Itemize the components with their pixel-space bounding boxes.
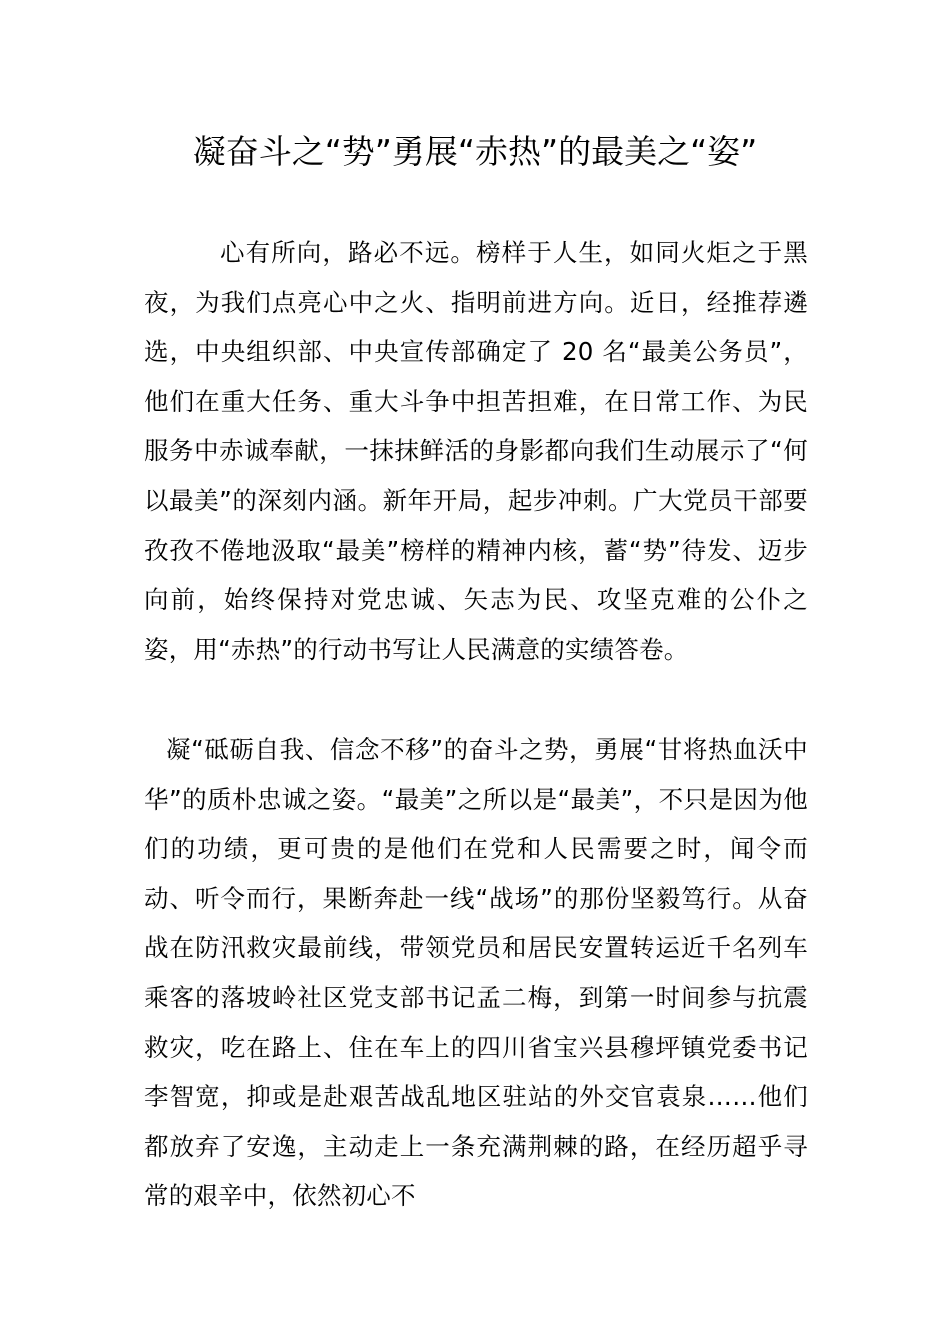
document-title: 凝奋斗之“势”勇展“赤热”的最美之“姿” [192, 132, 758, 171]
paragraph-1: 心有所向，路必不远。榜样于人生，如同火炬之于黑夜，为我们点亮心中之火、指明前进方向。近日，经推荐遴选，中央组织部、中央宣传部确定了 20 名“最美公务员”，他们在重大任务、重大斗争中担苦担难，在日常工作、为民服务中赤诚奉献，一抹抹鲜活的身影都向我们生动展示了“何以最美”的深刻内涵。新年开局，起步冲刺。广大党员干部要孜孜不倦地汲取“最美”榜样的精神内核，蓄“势”待发、迈步向前，始终保持对党忠诚、矢志为民、攻坚克难的公仆之姿，用“赤热”的行动书写让人民满意的实绩答卷。 [144, 238, 808, 664]
paragraph-2: 凝“砥砺自我、信念不移”的奋斗之势，勇展“甘将热血沃中华”的质朴忠诚之姿。“最美”之所以是“最美”，不只是因为他们的功绩，更可贵的是他们在党和人民需要之时，闻令而动、听令而行，果断奔赴一线“战场”的那份坚毅笃行。从奋战在防汛救灾最前线，带领党员和居民安置转运近千名列车乘客的落坡岭社区党支部书记孟二梅，到第一时间参与抗震救灾，吃在路上、住在车上的四川省宝兴县穆坪镇党委书记李智宽，抑或是赴艰苦战乱地区驻站的外交官袁泉……他们都放弃了安逸，主动走上一条充满荆棘的路，在经历超乎寻常的艰辛中，依然初心不 [144, 735, 808, 1211]
